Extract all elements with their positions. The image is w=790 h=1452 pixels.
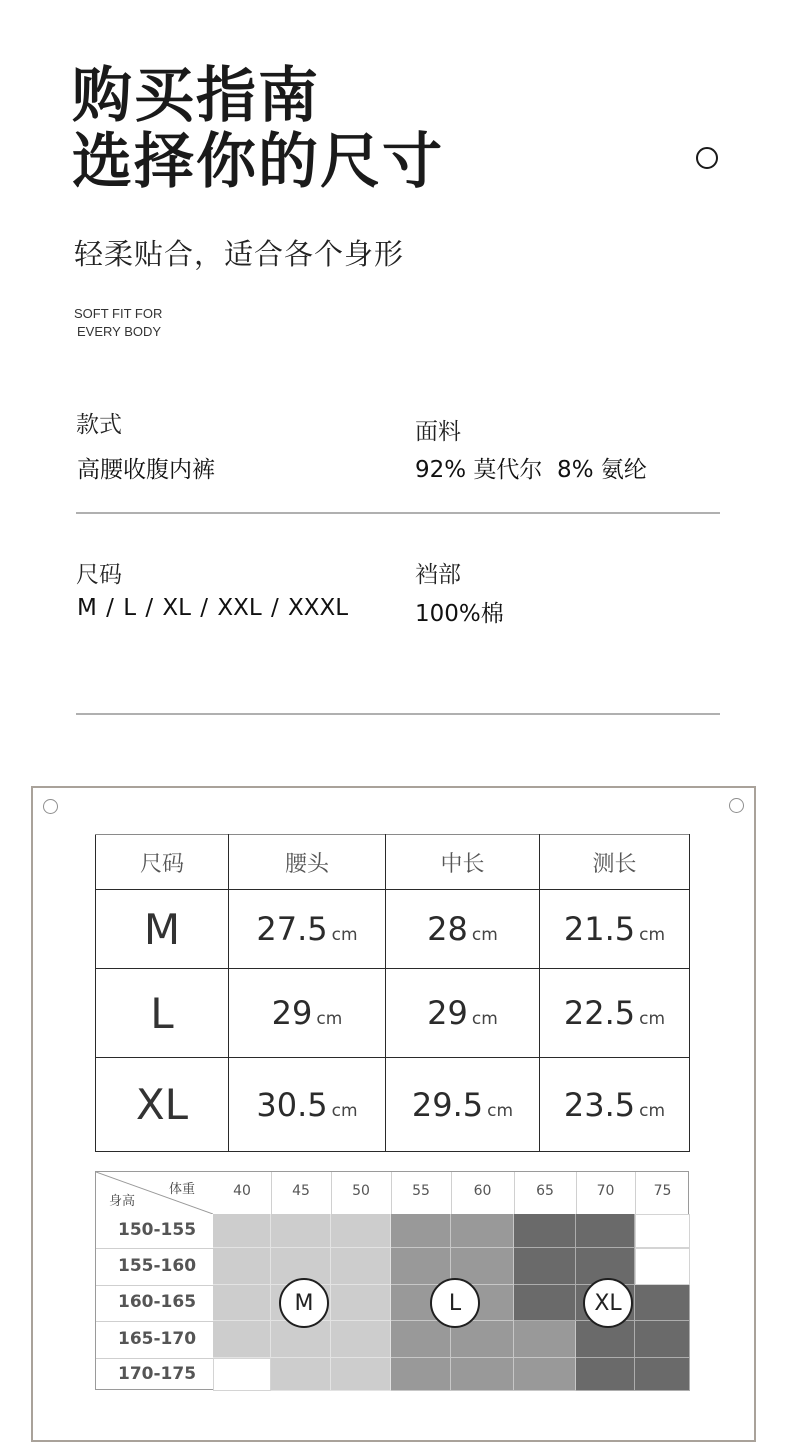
fit-cell — [514, 1358, 576, 1391]
subtitle: 轻柔贴合，适合各个身形 — [74, 237, 405, 271]
weight-tick-label: 50 — [352, 1183, 370, 1199]
fit-cell — [635, 1214, 690, 1248]
fit-cell — [635, 1358, 690, 1391]
weight-tick-label: 45 — [292, 1183, 310, 1199]
divider — [76, 512, 720, 514]
page-title-line2: 选择你的尺寸 — [72, 127, 444, 197]
fit-cell — [514, 1321, 576, 1358]
fit-cell — [331, 1358, 391, 1391]
fit-cell — [451, 1214, 514, 1248]
grid-line — [96, 1248, 213, 1249]
fit-cell — [635, 1248, 690, 1285]
table-row — [96, 969, 690, 1058]
height-tick-label: 155-160 — [118, 1255, 197, 1276]
size-table — [95, 834, 690, 1152]
mid-cell: 29.5 cm — [386, 1058, 540, 1152]
fit-cell — [213, 1248, 271, 1285]
fit-cell — [635, 1285, 690, 1321]
fit-cell — [331, 1248, 391, 1285]
fit-cell — [451, 1358, 514, 1391]
size-value: M / L / XL / XXL / XXXL — [77, 595, 349, 621]
side-cell: 21.5 cm — [540, 890, 690, 969]
style-value: 高腰收腹内裤 — [77, 457, 215, 483]
weight-tick-label: 65 — [536, 1183, 554, 1199]
size-marker-l: L — [430, 1278, 480, 1328]
height-tick-label: 170-175 — [118, 1363, 197, 1384]
header-waist: 腰头 — [229, 835, 386, 890]
table-row — [96, 1058, 690, 1152]
size-marker-m: M — [279, 1278, 329, 1328]
page-title-line1: 购买指南 — [72, 61, 320, 131]
weight-tick-label: 70 — [596, 1183, 615, 1199]
grid-line — [96, 1358, 213, 1359]
fit-cell — [213, 1321, 271, 1358]
fit-cell — [213, 1358, 271, 1391]
fit-cell — [514, 1285, 576, 1321]
size-marker-xl: XL — [583, 1278, 633, 1328]
height-tick-label: 160-165 — [118, 1292, 197, 1312]
waist-cell: 27.5 cm — [229, 890, 386, 969]
height-tick-label: 165-170 — [118, 1328, 197, 1349]
fit-cell — [514, 1248, 576, 1285]
crotch-value: 100%棉 — [415, 601, 504, 627]
weight-tick-label: 75 — [653, 1183, 672, 1199]
fit-cell — [271, 1214, 331, 1248]
grid-line — [96, 1321, 213, 1322]
fit-cell — [576, 1214, 635, 1248]
english-tagline-1: SOFT FIT FOR — [74, 306, 163, 321]
fit-cell — [213, 1214, 271, 1248]
fit-cell — [213, 1285, 271, 1321]
crotch-label: 裆部 — [415, 562, 461, 588]
size-label: 尺码 — [76, 562, 122, 588]
fit-cell — [271, 1358, 331, 1391]
size-cell: L — [96, 969, 229, 1058]
size-cell: M — [96, 890, 229, 969]
table-row — [96, 890, 690, 969]
side-cell: 22.5 cm — [540, 969, 690, 1058]
fabric-label: 面料 — [415, 419, 461, 445]
header-size: 尺码 — [96, 835, 229, 890]
weight-tick-label: 40 — [233, 1183, 251, 1199]
grid-line — [96, 1285, 213, 1286]
fit-cell — [391, 1214, 451, 1248]
mid-cell: 29 cm — [386, 969, 540, 1058]
fit-chart — [95, 1171, 689, 1390]
header-side-length: 测长 — [540, 835, 690, 890]
waist-cell: 30.5 cm — [229, 1058, 386, 1152]
english-tagline-2: EVERY BODY — [77, 324, 162, 339]
fit-cell — [391, 1358, 451, 1391]
fit-cell — [331, 1285, 391, 1321]
circle-ornament-icon — [696, 147, 718, 169]
waist-cell: 29 cm — [229, 969, 386, 1058]
fit-cell — [391, 1248, 451, 1285]
height-label: 身高 — [109, 1194, 136, 1209]
hole-icon — [729, 798, 744, 813]
side-cell: 23.5 cm — [540, 1058, 690, 1152]
hole-icon — [43, 799, 58, 814]
style-label: 款式 — [76, 412, 122, 438]
size-table-header — [96, 835, 690, 890]
weight-tick-label: 60 — [473, 1183, 492, 1199]
mid-cell: 28 cm — [386, 890, 540, 969]
weight-label: 体重 — [169, 1182, 196, 1197]
header-mid-length: 中长 — [386, 835, 540, 890]
divider — [76, 713, 720, 715]
fabric-value: 92% 莫代尔 8% 氨纶 — [415, 457, 647, 483]
weight-tick-label: 55 — [412, 1183, 430, 1199]
fit-cell — [331, 1214, 391, 1248]
height-tick-label: 150-155 — [118, 1220, 197, 1240]
size-cell: XL — [96, 1058, 229, 1152]
fit-cell — [331, 1321, 391, 1358]
fit-cell — [576, 1358, 635, 1391]
fit-cell — [635, 1321, 690, 1358]
fit-cell — [391, 1321, 451, 1358]
fit-cell — [514, 1214, 576, 1248]
